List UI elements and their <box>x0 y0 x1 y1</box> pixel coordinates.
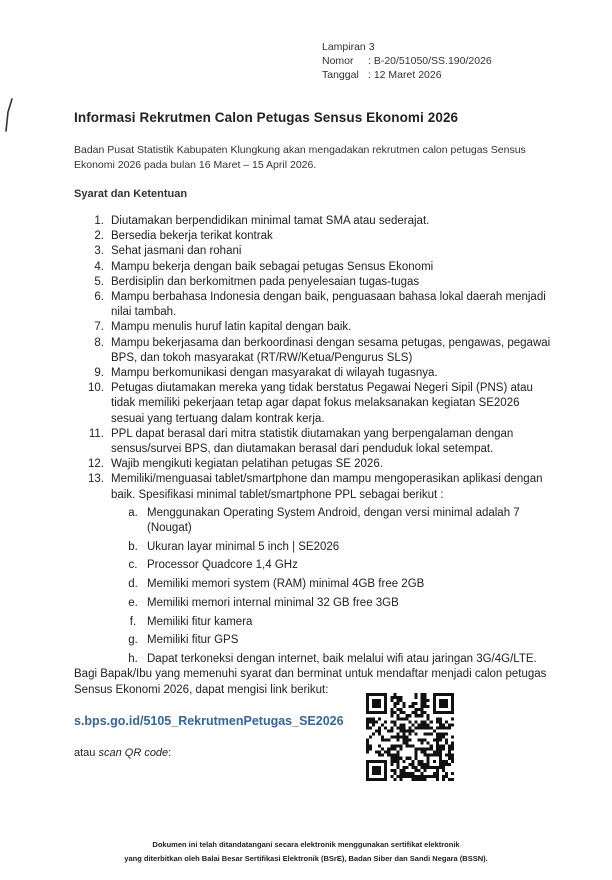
spec-item <box>119 558 552 573</box>
requirement-item <box>74 366 552 381</box>
scan-suffix: : <box>168 747 172 759</box>
requirement-text-content: Wajib mengikuti kegiatan pelatihan petugas SE 2026. <box>111 458 383 471</box>
requirement-item <box>74 290 552 320</box>
requirement-text-content: Berdisiplin dan berkomitmen pada penyelesaian tugas-tugas <box>111 275 420 288</box>
requirement-text-content: Petugas diutamakan mereka yang tidak berstatus Pegawai Negeri Sipil (PNS) atau tidak memiliki pekerjaan tetap agar dapat fokus melaksanakan kegiatan SE2026 sesuai yang tertuang dalam kontrak kerja. <box>111 382 533 425</box>
requirement-text-content: PPL dapat berasal dari mitra statistik diutamakan yang berpengalaman dengan sensus/survei BPS, dan diutamakan berasal dari penduduk lokal setempat. <box>111 427 514 456</box>
requirement-number: 12. <box>88 458 104 471</box>
footer-line-1: Dokumen ini telah ditandatangani secara elektronik menggunakan sertifikat elektronik <box>152 840 460 849</box>
spec-item <box>119 540 552 555</box>
spec-letter: c. <box>128 559 138 572</box>
spec-letter: g. <box>128 634 138 647</box>
spec-letter: a. <box>128 506 138 519</box>
requirement-text-content: Sehat jasmani dan rohani <box>111 245 242 258</box>
scan-qr-text: scan QR code <box>98 747 169 759</box>
document-metadata <box>322 40 492 82</box>
requirement-text <box>111 427 552 457</box>
requirement-text-content: Bersedia bekerja terikat kontrak <box>111 230 273 243</box>
spec-text: Memiliki fitur kamera <box>147 615 253 628</box>
outro-paragraph: Bagi Bapak/Ibu yang memenuhi syarat dan berminat untuk mendaftar menjadi calon petugas Sensus Ekonomi 2026, dapat mengisi link berikut: <box>74 668 547 696</box>
requirement-number: 5. <box>94 275 104 288</box>
requirement-item <box>74 427 552 457</box>
scan-prefix: atau <box>74 747 99 759</box>
tanggal-label: Tanggal <box>322 69 359 81</box>
requirement-number: 9. <box>94 367 104 380</box>
spec-letter: b. <box>128 540 138 553</box>
spec-item <box>119 577 552 592</box>
requirement-number: 2. <box>94 230 104 243</box>
footer-note <box>0 838 612 866</box>
spec-item <box>119 633 552 648</box>
requirement-text-content: Mampu bekerjasama dan berkoordinasi dengan sesama petugas, pengawas, pegawai BPS, dan tokoh masyarakat (RT/RW/Ketua/Pengurus SLS) <box>111 336 551 364</box>
margin-pen-mark <box>4 98 14 132</box>
section-title: Syarat dan Ketentuan <box>74 188 188 200</box>
spec-letter: e. <box>128 596 138 609</box>
spec-text: Menggunakan Operating System Android, dengan versi minimal adalah 7 (Nougat) <box>147 506 520 535</box>
requirement-number: 10. <box>88 382 104 395</box>
requirement-text <box>111 457 552 472</box>
spec-item <box>119 615 552 630</box>
requirement-item <box>74 472 552 670</box>
tanggal-row <box>322 68 492 82</box>
nomor-label: Nomor <box>322 55 354 67</box>
requirement-text-content: Diutamakan berpendidikan minimal tamat SMA atau sederajat. <box>111 215 430 227</box>
requirement-item <box>74 260 552 275</box>
requirement-item <box>74 336 552 366</box>
requirements-list <box>74 214 552 671</box>
requirement-text-content: Mampu bekerja dengan baik sebagai petugas Sensus Ekonomi <box>111 260 434 273</box>
requirement-number: 1. <box>94 215 104 227</box>
requirement-item <box>74 457 552 472</box>
requirement-number: 13. <box>88 473 104 486</box>
spec-text: Processor Quadcore 1,4 GHz <box>147 559 298 572</box>
requirement-text-content: Mampu menulis huruf latin kapital dengan baik. <box>111 321 352 334</box>
scan-instruction <box>74 747 171 759</box>
requirement-text <box>111 214 552 229</box>
requirement-item <box>74 320 552 335</box>
requirement-text <box>111 275 552 290</box>
requirement-item <box>74 275 552 290</box>
requirement-text-content: Mampu berkomunikasi dengan masyarakat di wilayah tugasnya. <box>111 367 438 380</box>
spec-letter: d. <box>128 578 138 591</box>
requirement-number: 11. <box>88 427 104 440</box>
spec-letter: h. <box>128 652 138 665</box>
spec-text: Memiliki memori internal minimal 32 GB free 3GB <box>147 596 399 609</box>
nomor-row <box>322 54 492 68</box>
attachment-label: Lampiran 3 <box>322 41 375 53</box>
document-title: Informasi Rekrutmen Calon Petugas Sensus Ekonomi 2026 <box>74 110 459 125</box>
requirement-text <box>111 472 552 670</box>
requirement-item <box>74 229 552 244</box>
spec-letter: f. <box>129 615 137 628</box>
requirement-text-content: Mampu berbahasa Indonesia dengan baik, penguasaan bahasa lokal daerah menjadi nilai tambah. <box>111 291 546 319</box>
requirement-text <box>111 366 552 381</box>
requirement-text <box>111 229 552 244</box>
spec-item <box>119 506 552 536</box>
intro-paragraph: Badan Pusat Statistik Kabupaten Klungkung akan mengadakan rekrutmen calon petugas Sensus Ekonomi 2026 pada bulan 16 Maret – 15 April 2026. <box>74 144 526 171</box>
requirement-text <box>111 290 552 320</box>
requirement-text-content: Memiliki/menguasai tablet/smartphone dan mampu mengoperasikan aplikasi dengan baik. Spesifikasi minimal tablet/smartphone PPL sebagai berikut : <box>111 473 543 501</box>
spec-text: Memiliki memori system (RAM) minimal 4GB free 2GB <box>147 578 425 591</box>
requirement-number: 4. <box>94 260 104 273</box>
nomor-value: : B-20/51050/SS.190/2026 <box>368 55 492 67</box>
spec-item <box>119 596 552 611</box>
qr-code[interactable] <box>366 693 454 781</box>
registration-link[interactable]: s.bps.go.id/5105_RekrutmenPetugas_SE2026 <box>74 714 344 728</box>
requirement-number: 8. <box>94 336 104 349</box>
spec-text: Dapat terkoneksi dengan internet, baik melalui wifi atau jaringan 3G/4G/LTE. <box>147 652 537 665</box>
requirement-number: 3. <box>94 245 104 258</box>
spec-item <box>119 652 552 667</box>
requirement-text <box>111 381 552 427</box>
requirement-text <box>111 244 552 259</box>
tanggal-value: : 12 Maret 2026 <box>368 69 442 81</box>
requirement-item <box>74 381 552 427</box>
requirement-text <box>111 320 552 335</box>
requirement-text <box>111 260 552 275</box>
requirement-item <box>74 244 552 259</box>
requirement-number: 7. <box>94 321 104 334</box>
requirement-number: 6. <box>94 291 104 304</box>
spec-list <box>111 506 552 667</box>
requirement-text <box>111 336 552 366</box>
spec-text: Memiliki fitur GPS <box>147 634 239 647</box>
spec-text: Ukuran layar minimal 5 inch | SE2026 <box>147 540 340 553</box>
requirement-item <box>74 214 552 229</box>
footer-line-2: yang diterbitkan oleh Balai Besar Sertifikasi Elektronik (BSrE), Badan Siber dan Sandi Negara (BSSN). <box>124 854 488 863</box>
